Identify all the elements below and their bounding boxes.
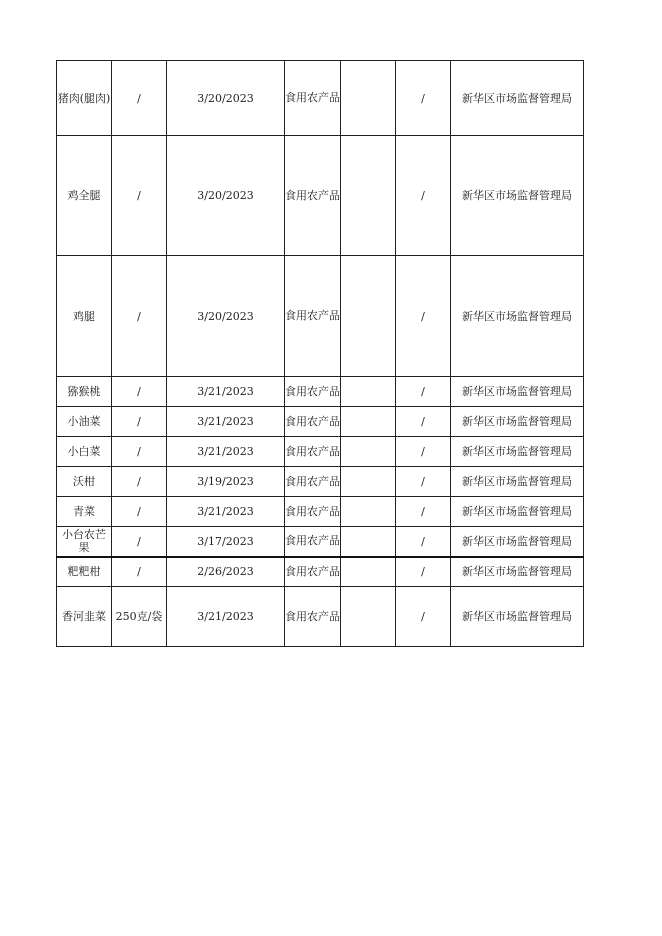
cell-blank bbox=[341, 497, 396, 527]
table-row bbox=[57, 557, 584, 587]
cell-date: 3/21/2023 bbox=[167, 587, 285, 647]
cell-date: 3/19/2023 bbox=[167, 467, 285, 497]
cell-agency: 新华区市场监督管理局 bbox=[451, 377, 584, 407]
cell-category: 食用农产品 bbox=[285, 136, 341, 256]
table-row bbox=[57, 527, 584, 557]
cell-agency: 新华区市场监督管理局 bbox=[451, 136, 584, 256]
cell-blank bbox=[341, 527, 396, 557]
cell-spec: 250克/袋 bbox=[112, 587, 167, 647]
cell-blank bbox=[341, 256, 396, 377]
cell-spec: / bbox=[112, 377, 167, 407]
cell-name: 小白菜 bbox=[57, 437, 112, 467]
cell-blank bbox=[341, 437, 396, 467]
cell-agency: 新华区市场监督管理局 bbox=[451, 467, 584, 497]
cell-name: 沃柑 bbox=[57, 467, 112, 497]
cell-spec: / bbox=[112, 467, 167, 497]
cell-blank bbox=[341, 407, 396, 437]
cell-blank bbox=[341, 136, 396, 256]
cell-agency: 新华区市场监督管理局 bbox=[451, 407, 584, 437]
cell-date: 3/21/2023 bbox=[167, 497, 285, 527]
cell-blank bbox=[341, 377, 396, 407]
cell-agency: 新华区市场监督管理局 bbox=[451, 557, 584, 587]
cell-date: 3/21/2023 bbox=[167, 377, 285, 407]
cell-name: 香河韭菜 bbox=[57, 587, 112, 647]
cell-extra: / bbox=[396, 407, 451, 437]
cell-spec: / bbox=[112, 557, 167, 587]
cell-category: 食用农产品 bbox=[285, 497, 341, 527]
cell-category: 食用农产品 bbox=[285, 467, 341, 497]
cell-blank bbox=[341, 587, 396, 647]
cell-name: 小台农芒果 bbox=[57, 527, 112, 557]
cell-extra: / bbox=[396, 437, 451, 467]
cell-blank bbox=[341, 557, 396, 587]
cell-name: 小油菜 bbox=[57, 407, 112, 437]
cell-date: 3/20/2023 bbox=[167, 136, 285, 256]
cell-extra: / bbox=[396, 557, 451, 587]
table-row bbox=[57, 61, 584, 136]
cell-agency: 新华区市场监督管理局 bbox=[451, 587, 584, 647]
cell-extra: / bbox=[396, 467, 451, 497]
cell-agency: 新华区市场监督管理局 bbox=[451, 256, 584, 377]
cell-extra: / bbox=[396, 497, 451, 527]
table-row bbox=[57, 497, 584, 527]
cell-date: 3/21/2023 bbox=[167, 437, 285, 467]
cell-agency: 新华区市场监督管理局 bbox=[451, 527, 584, 557]
cell-category: 食用农产品 bbox=[285, 527, 341, 557]
cell-agency: 新华区市场监督管理局 bbox=[451, 61, 584, 136]
cell-name: 鸡全腿 bbox=[57, 136, 112, 256]
cell-agency: 新华区市场监督管理局 bbox=[451, 497, 584, 527]
cell-blank bbox=[341, 467, 396, 497]
cell-spec: / bbox=[112, 136, 167, 256]
table-row bbox=[57, 256, 584, 377]
cell-date: 2/26/2023 bbox=[167, 557, 285, 587]
cell-category: 食用农产品 bbox=[285, 407, 341, 437]
cell-name: 粑粑柑 bbox=[57, 557, 112, 587]
cell-name: 青菜 bbox=[57, 497, 112, 527]
food-sampling-table bbox=[56, 60, 584, 647]
cell-extra: / bbox=[396, 527, 451, 557]
cell-extra: / bbox=[396, 61, 451, 136]
cell-agency: 新华区市场监督管理局 bbox=[451, 437, 584, 467]
cell-blank bbox=[341, 61, 396, 136]
table-row bbox=[57, 136, 584, 256]
cell-category: 食用农产品 bbox=[285, 587, 341, 647]
cell-date: 3/20/2023 bbox=[167, 256, 285, 377]
cell-spec: / bbox=[112, 497, 167, 527]
cell-name: 猕猴桃 bbox=[57, 377, 112, 407]
table-row bbox=[57, 437, 584, 467]
cell-name: 猪肉(腿肉) bbox=[57, 61, 112, 136]
cell-date: 3/20/2023 bbox=[167, 61, 285, 136]
table-row bbox=[57, 587, 584, 647]
cell-category: 食用农产品 bbox=[285, 377, 341, 407]
cell-extra: / bbox=[396, 256, 451, 377]
cell-date: 3/21/2023 bbox=[167, 407, 285, 437]
cell-category: 食用农产品 bbox=[285, 256, 341, 377]
cell-extra: / bbox=[396, 136, 451, 256]
table-row bbox=[57, 467, 584, 497]
cell-date: 3/17/2023 bbox=[167, 527, 285, 557]
cell-category: 食用农产品 bbox=[285, 557, 341, 587]
cell-extra: / bbox=[396, 587, 451, 647]
cell-spec: / bbox=[112, 437, 167, 467]
cell-name: 鸡腿 bbox=[57, 256, 112, 377]
cell-category: 食用农产品 bbox=[285, 437, 341, 467]
cell-spec: / bbox=[112, 256, 167, 377]
cell-extra: / bbox=[396, 377, 451, 407]
cell-category: 食用农产品 bbox=[285, 61, 341, 136]
table-row bbox=[57, 407, 584, 437]
cell-spec: / bbox=[112, 61, 167, 136]
cell-spec: / bbox=[112, 527, 167, 557]
cell-spec: / bbox=[112, 407, 167, 437]
table-row bbox=[57, 377, 584, 407]
